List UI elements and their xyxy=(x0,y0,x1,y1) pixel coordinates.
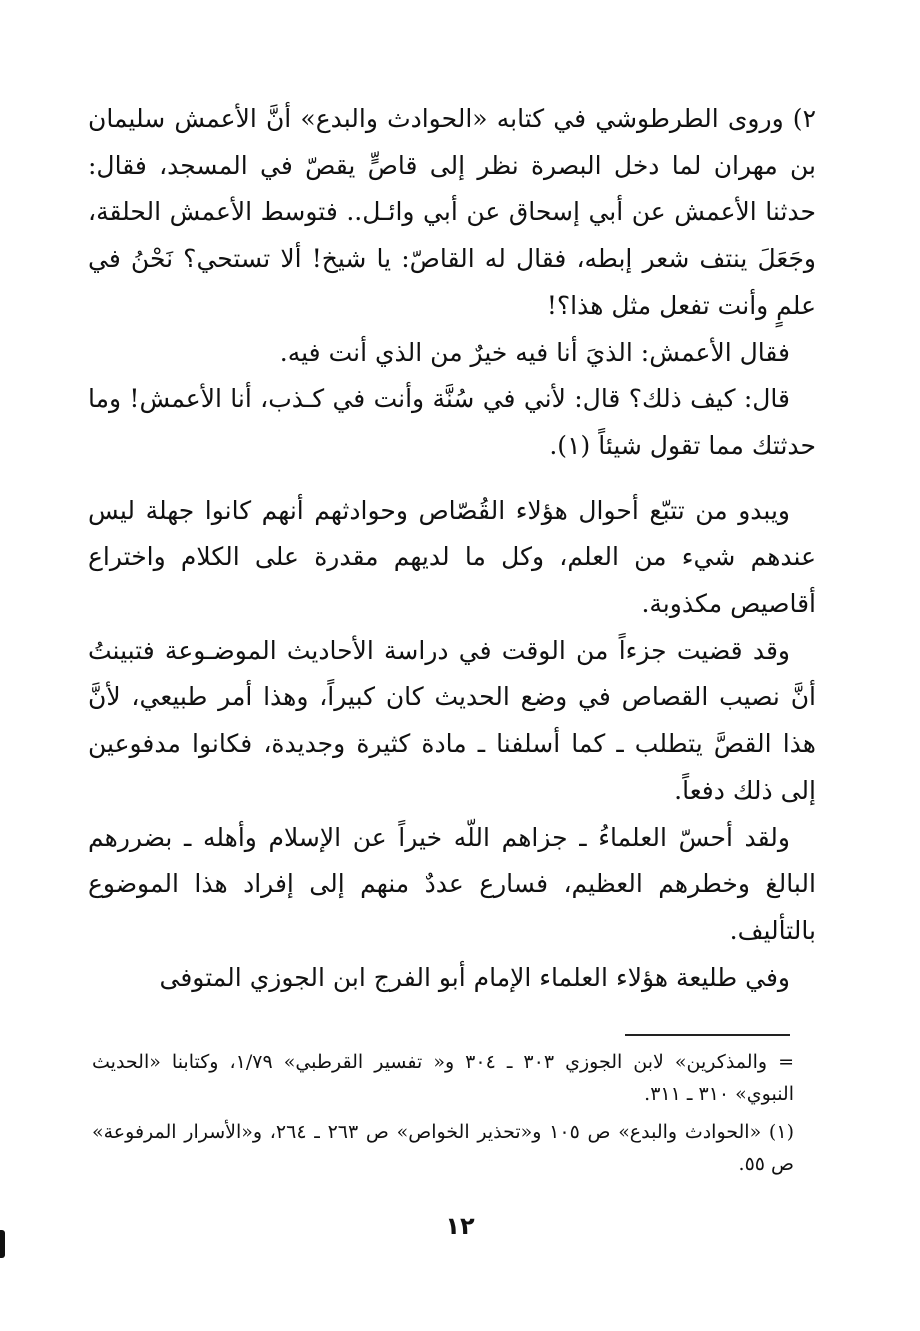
paragraph-anecdote: ٢) وروى الطرطوشي في كتابه «الحوادث والبدع» أنَّ الأعمش سليمان بن مهران لما دخل البصرة نظر إلى قاصٍّ يقصّ في المسجد، فقال: حدثنا الأعمش عن أبي إسحاق عن أبي وائـل.. فتوسط الأعمش الحلقة، وجَعَلَ ينتف شعر إبطه، فقال له القاصّ: يا شيخ! ألا تستحي؟ نَحْنُ في علمٍ وأنت تفعل مثل هذا؟! xyxy=(88,104,816,320)
section-gap xyxy=(88,470,816,488)
footnotes xyxy=(92,1046,794,1186)
paragraph-dialogue: قال: كيف ذلك؟ قال: لأني في سُنَّة وأنت في كـذب، أنا الأعمش! وما حدثتك مما تقول شيئاً (١). xyxy=(88,384,816,460)
scan-edge-mark xyxy=(0,1230,5,1258)
paragraph-reply: فقال الأعمش: الذيَ أنا فيه خيرٌ من الذي أنت فيه. xyxy=(279,337,790,367)
footnote-continued: = والمذكرين» لابن الجوزي ٣٠٣ ـ ٣٠٤ و« تفسير القرطبي» ١/٧٩، وكتابنا «الحديث النبوي» ٣١٠ ـ ٣١١. xyxy=(92,1051,794,1105)
footnote-1: (١) «الحوادث والبدع» ص ١٠٥ و«تحذير الخواص» ص ٢٦٣ ـ ٢٦٤، و«الأسرار المرفوعة» ص ٥٥. xyxy=(92,1121,794,1175)
page-number: ١٢ xyxy=(445,1212,475,1240)
paragraph-fabricated-hadith: وقد قضيت جزءاً من الوقت في دراسة الأحاديث الموضـوعة فتبينتُ أنَّ نصيب القصاص في وضع الحديث كان كبيراً، وهذا أمر طبيعي، لأنَّ هذا القصَّ يتطلب ـ كما أسلفنا ـ مادة كثيرة وجديدة، فكانوا مدفوعين إلى ذلك دفعاً. xyxy=(88,635,816,805)
paragraph-ibn-al-jawzi: وفي طليعة هؤلاء العلماء الإمام أبو الفرج ابن الجوزي المتوفى xyxy=(159,962,790,992)
footnote-separator xyxy=(625,1034,790,1036)
paragraph-scholars: ولقد أحسّ العلماءُ ـ جزاهم اللّه خيراً عن الإسلام وأهله ـ بضررهم البالغ وخطرهم العظيم، فسارع عددٌ منهم إلى إفراد هذا الموضوع بالتأليف. xyxy=(88,822,816,945)
main-text xyxy=(88,96,816,1001)
paragraph-storytellers: ويبدو من تتبّع أحوال هؤلاء القُصّاص وحوادثهم أنهم كانوا جهلة ليس عندهم شيء من العلم، وكل ما لديهم مقدرة على الكلام واختراع أقاصيص مكذوبة. xyxy=(88,495,816,619)
